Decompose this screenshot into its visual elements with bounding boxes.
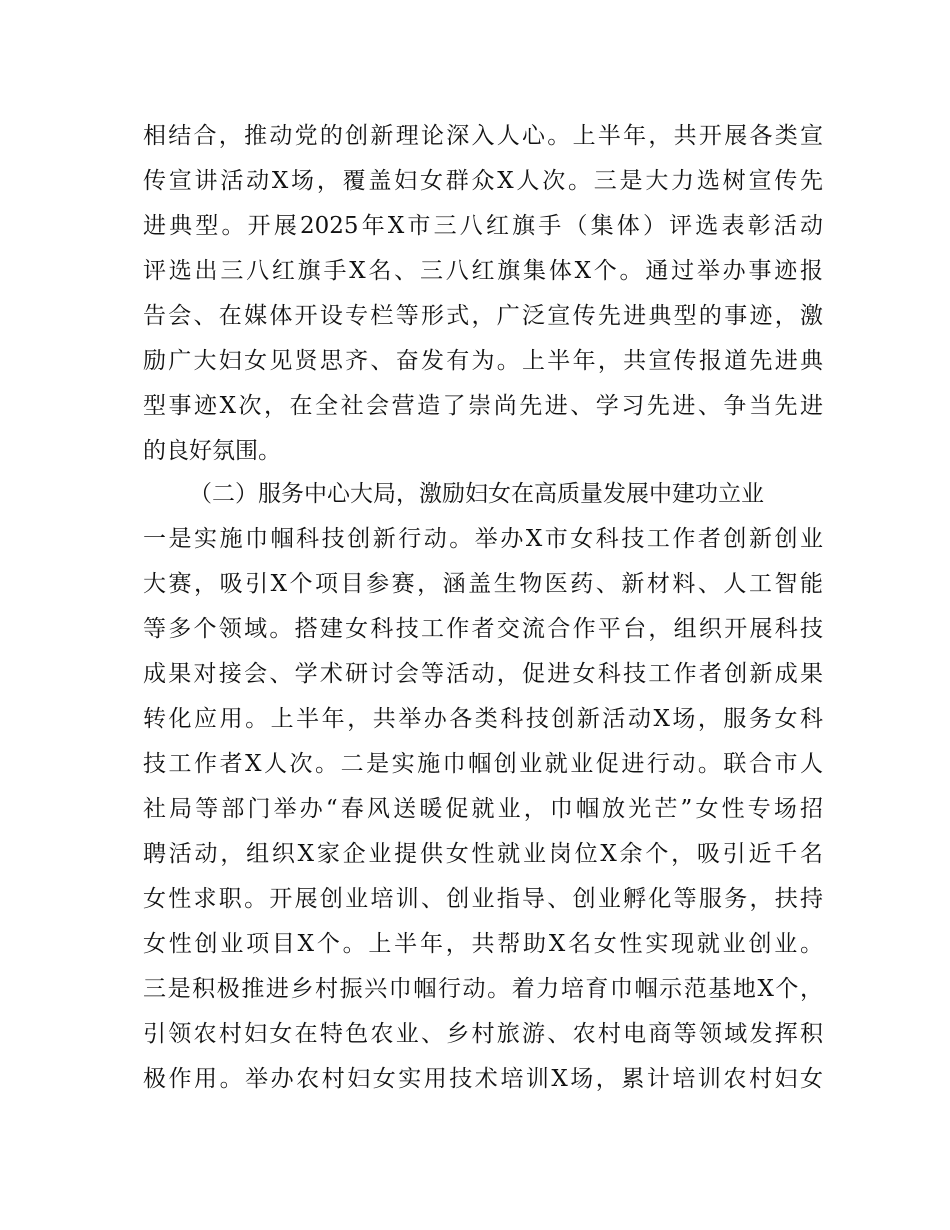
paragraph-line: 女性求职。开展创业培训、创业指导、创业孵化等服务，扶持	[143, 886, 823, 912]
paragraph-line: 转化应用。上半年，共举办各类科技创新活动X场，服务女科	[143, 706, 823, 732]
paragraph-line: 女性创业项目X个。上半年，共帮助X名女性实现就业创业。	[143, 931, 823, 957]
paragraph-line: 的良好氛围。	[143, 438, 281, 464]
paragraph-2	[143, 472, 823, 1102]
section-heading: （二）服务中心大局，激励妇女在高质量发展中建功立业	[189, 481, 764, 507]
paragraph-line: 极作用。举办农村妇女实用技术培训X场，累计培训农村妇女	[143, 1066, 823, 1092]
paragraph-line: 一是实施巾帼科技创新行动。举办X市女科技工作者创新创业	[143, 526, 823, 552]
paragraph-line: 社局等部门举办“春风送暖促就业，巾帼放光芒”女性专场招	[143, 796, 823, 822]
paragraph-line: 评选出三八红旗手X名、三八红旗集体X个。通过举办事迹报	[143, 258, 823, 284]
paragraph-line: 聘活动，组织X家企业提供女性就业岗位X余个，吸引近千名	[143, 841, 823, 867]
paragraph-1	[143, 114, 823, 474]
paragraph-line: 成果对接会、学术研讨会等活动，促进女科技工作者创新成果	[143, 661, 823, 687]
paragraph-line: 传宣讲活动X场，覆盖妇女群众X人次。三是大力选树宣传先	[143, 168, 823, 194]
paragraph-line: 进典型。开展2025年X市三八红旗手（集体）评选表彰活动	[143, 213, 823, 239]
paragraph-line: 型事迹X次，在全社会营造了崇尚先进、学习先进、争当先进	[143, 393, 823, 419]
paragraph-line: 引领农村妇女在特色农业、乡村旅游、农村电商等领域发挥积	[143, 1021, 823, 1047]
paragraph-line: 大赛，吸引X个项目参赛，涵盖生物医药、新材料、人工智能	[143, 571, 823, 597]
paragraph-line: 等多个领域。搭建女科技工作者交流合作平台，组织开展科技	[143, 616, 823, 642]
paragraph-line: 励广大妇女见贤思齐、奋发有为。上半年，共宣传报道先进典	[143, 348, 823, 374]
paragraph-line: 三是积极推进乡村振兴巾帼行动。着力培育巾帼示范基地X个，	[143, 976, 823, 1002]
paragraph-line: 相结合，推动党的创新理论深入人心。上半年，共开展各类宣	[143, 123, 823, 149]
paragraph-line: 告会、在媒体开设专栏等形式，广泛宣传先进典型的事迹，激	[143, 303, 823, 329]
paragraph-line: 技工作者X人次。二是实施巾帼创业就业促进行动。联合市人	[143, 751, 823, 777]
